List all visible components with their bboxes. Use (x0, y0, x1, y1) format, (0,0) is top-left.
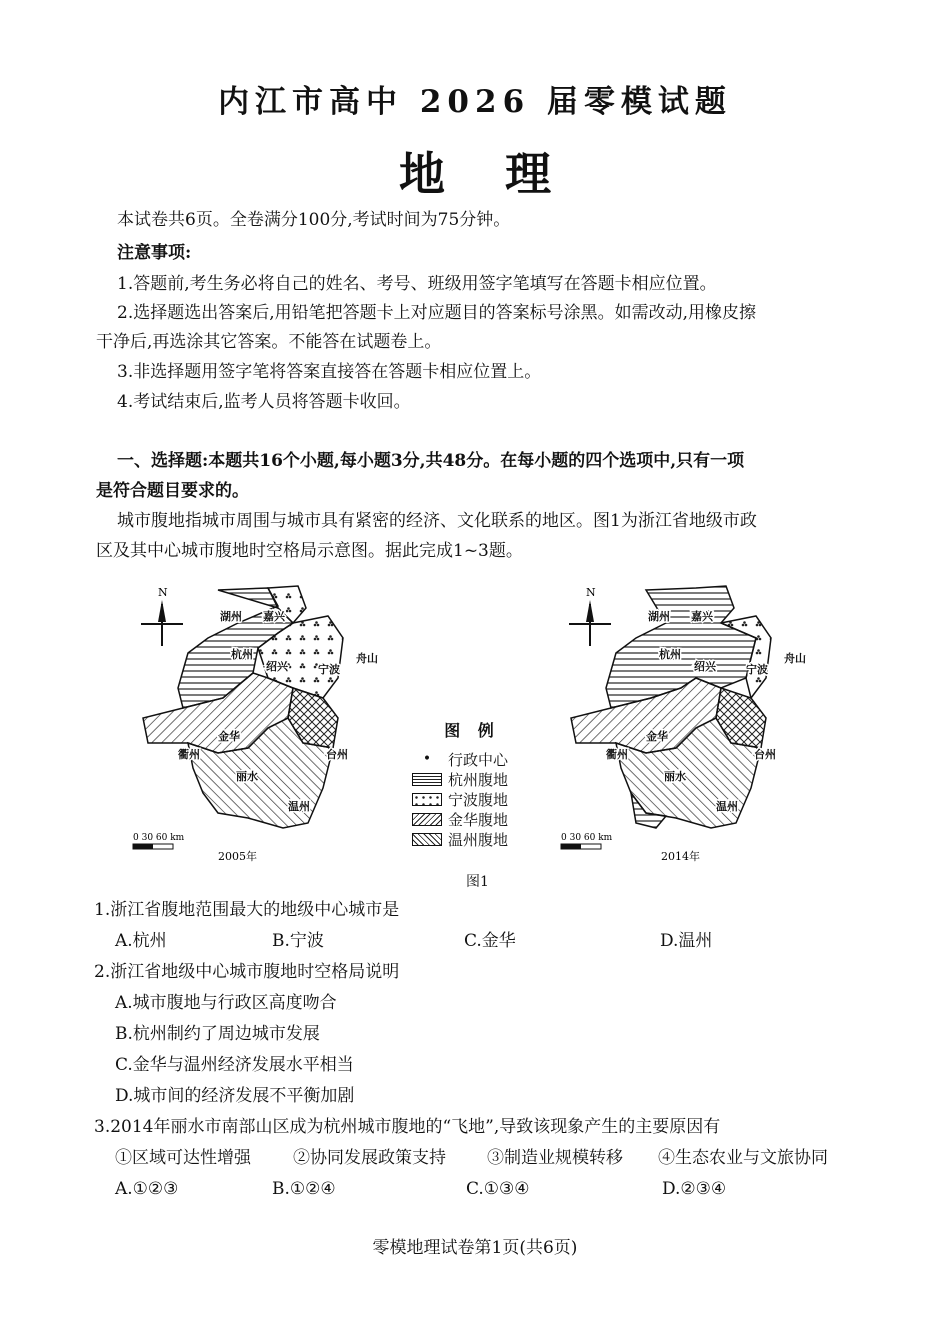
option-a: A.①②③ (115, 1179, 179, 1199)
svg-text:湖州: 湖州 (648, 610, 670, 623)
svg-text:温州: 温州 (288, 800, 310, 813)
svg-text:0 30 60 km: 0 30 60 km (561, 833, 613, 843)
figure-caption: 图1 (466, 874, 489, 890)
option-a: A.城市腹地与行政区高度吻合 (115, 993, 337, 1013)
option-c: C.①③④ (466, 1179, 530, 1199)
svg-text:衢州: 衢州 (178, 748, 200, 761)
passage-text: 城市腹地指城市周围与城市具有紧密的经济、文化联系的地区。图1为浙江省地级市政 (117, 511, 757, 531)
jinhua-pattern-icon (412, 813, 442, 826)
svg-text:嘉兴: 嘉兴 (263, 610, 285, 623)
option-d: D.城市间的经济发展不平衡加剧 (115, 1086, 355, 1106)
option-b: B.杭州制约了周边城市发展 (115, 1024, 320, 1044)
notice-heading: 注意事项: (117, 243, 192, 263)
passage-text: 区及其中心城市腹地时空格局示意图。据此完成1~3题。 (96, 541, 523, 561)
option-b: B.宁波 (272, 931, 324, 951)
notice-item: 1.答题前,考生务必将自己的姓名、考号、班级用签字笔填写在答题卡相应位置。 (117, 274, 717, 294)
svg-text:舟山: 舟山 (356, 652, 378, 665)
svg-text:衢州: 衢州 (606, 748, 628, 761)
svg-text:N: N (158, 586, 168, 599)
svg-text:0 30 60 km: 0 30 60 km (133, 833, 185, 843)
statement-4: ④生态农业与文旅协同 (658, 1148, 828, 1168)
notice-item: 4.考试结束后,监考人员将答题卡收回。 (117, 392, 411, 412)
option-d: D.②③④ (662, 1179, 727, 1199)
admin-center-icon: • (422, 751, 432, 767)
svg-text:杭州: 杭州 (231, 648, 253, 661)
section-heading-cont: 是符合题目要求的。 (96, 481, 249, 501)
option-a: A.杭州 (115, 931, 167, 951)
section-heading: 一、选择题:本题共16个小题,每小题3分,共48分。在每小题的四个选项中,只有一项 (117, 451, 745, 471)
svg-text:宁波: 宁波 (318, 663, 340, 676)
statement-3: ③制造业规模转移 (487, 1148, 623, 1168)
svg-text:宁波: 宁波 (746, 663, 768, 676)
compass-icon (141, 586, 183, 646)
ningbo-pattern-icon (412, 793, 442, 806)
svg-text:温州: 温州 (716, 800, 738, 813)
hangzhou-pattern-icon (412, 773, 442, 786)
svg-text:丽水: 丽水 (236, 770, 258, 783)
notice-item: 3.非选择题用签字笔将答案直接答在答题卡相应位置上。 (117, 362, 542, 382)
question-stem: 3.2014年丽水市南部山区成为杭州城市腹地的“飞地”,导致该现象产生的主要原因有 (94, 1117, 721, 1137)
map-year: 2005年 (218, 850, 257, 863)
svg-text:丽水: 丽水 (664, 770, 686, 783)
map-legend: 图 例 • 行政中心 杭州腹地 宁波腹地 金华腹地 温州腹地 (412, 718, 532, 849)
svg-text:台州: 台州 (754, 748, 776, 761)
subject-title: 地理 (399, 147, 611, 201)
svg-text:金华: 金华 (646, 730, 668, 743)
svg-text:杭州: 杭州 (659, 648, 681, 661)
question-stem: 1.浙江省腹地范围最大的地级中心城市是 (94, 900, 400, 920)
svg-text:绍兴: 绍兴 (266, 660, 288, 673)
scale-bar (561, 833, 613, 849)
svg-text:绍兴: 绍兴 (694, 660, 716, 673)
notice-item: 干净后,再选涂其它答案。不能答在试题卷上。 (96, 332, 442, 352)
svg-text:台州: 台州 (326, 748, 348, 761)
scale-bar (133, 833, 185, 849)
legend-title: 图 例 (444, 721, 500, 740)
notice-item: 2.选择题选出答案后,用铅笔把答题卡上对应题目的答案标号涂黑。如需改动,用橡皮擦 (117, 303, 757, 323)
option-c: C.金华与温州经济发展水平相当 (115, 1055, 354, 1075)
svg-text:湖州: 湖州 (220, 610, 242, 623)
exam-intro: 本试卷共6页。全卷满分100分,考试时间为75分钟。 (117, 210, 511, 230)
svg-text:N: N (586, 586, 596, 599)
option-d: D.温州 (660, 931, 713, 951)
svg-text:舟山: 舟山 (784, 652, 806, 665)
question-stem: 2.浙江省地级中心城市腹地时空格局说明 (94, 962, 400, 982)
statement-2: ②协同发展政策支持 (293, 1148, 446, 1168)
option-b: B.①②④ (272, 1179, 336, 1199)
map-year: 2014年 (661, 850, 700, 863)
wenzhou-pattern-icon (412, 833, 442, 846)
page-footer: 零模地理试卷第1页(共6页) (372, 1238, 578, 1258)
statement-1: ①区域可达性增强 (115, 1148, 251, 1168)
compass-icon (569, 586, 611, 646)
svg-text:嘉兴: 嘉兴 (691, 610, 713, 623)
exam-title: 内江市高中 2026 届零模试题 (218, 84, 732, 120)
map-2005 (128, 578, 408, 868)
map-2014 (556, 578, 836, 868)
option-c: C.金华 (464, 931, 516, 951)
svg-text:金华: 金华 (218, 730, 240, 743)
